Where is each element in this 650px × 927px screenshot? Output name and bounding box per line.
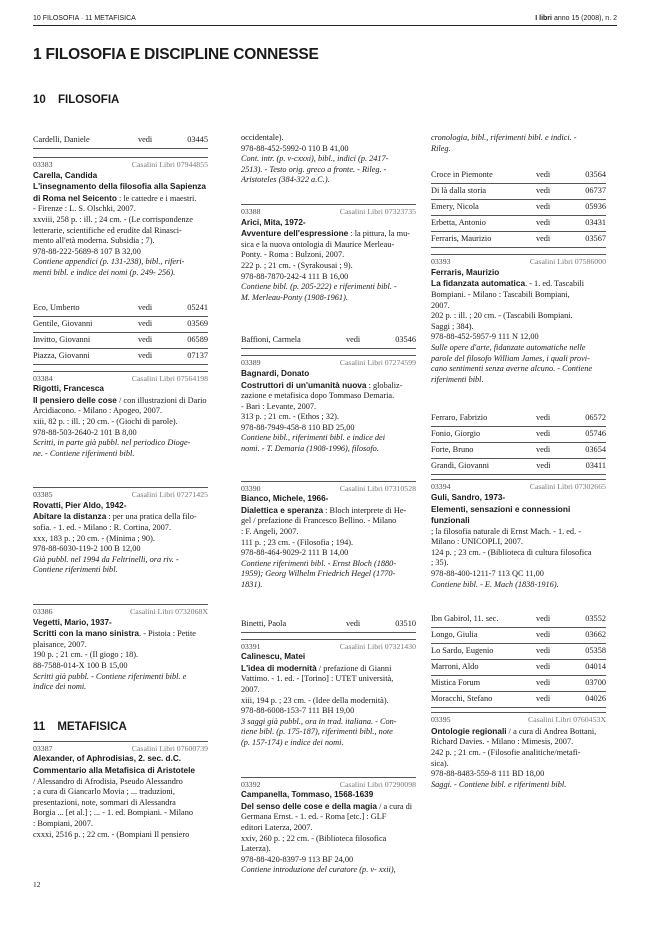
record-line: Saggi ; 384). xyxy=(431,321,474,331)
cross-reference xyxy=(431,168,606,184)
record-number: 03387 xyxy=(33,743,53,753)
section-heading-10: 10 FILOSOFIA xyxy=(33,94,120,106)
record-author: Guli, Sandro, 1973- xyxy=(431,492,506,502)
record-line: 978-88-464-9029-2 111 B 14,00 xyxy=(241,548,349,558)
record-header xyxy=(241,358,416,369)
cross-reference xyxy=(431,644,606,660)
xref-see: vedi xyxy=(535,413,551,423)
note-line: ne. - Contiene riferimenti bibl. xyxy=(33,448,135,458)
xref-name: Invitto, Giovanni xyxy=(33,334,91,344)
xref-code: 06589 xyxy=(187,334,208,344)
xref-code: 06572 xyxy=(585,413,606,423)
record-line: Elementi, sensazioni e connessioni funzionali xyxy=(431,503,571,526)
record-line: 2007. xyxy=(431,300,450,310)
note-line: menti bibl. e indice dei nomi (p. 249- 256). xyxy=(33,267,176,277)
xref-code: 03662 xyxy=(585,630,606,640)
cross-reference xyxy=(33,349,208,365)
xref-see: vedi xyxy=(535,170,551,180)
note-line: Contiene introduzione del curatore (p. v- xxii), xyxy=(241,865,396,875)
note-line: 1959); Georg Wilhelm Friedrich Hegel (1770- xyxy=(241,569,396,579)
record-line: xiii, 82 p. : ill. ; 20 cm. - (Giochi di parole). xyxy=(33,416,178,426)
record-line: ; 35). xyxy=(431,558,449,568)
record-line: mento all'età moderna. Subsidia ; 7). xyxy=(33,236,155,246)
cross-reference xyxy=(431,411,606,427)
bibliographic-record xyxy=(241,204,416,303)
record-line: Ponty. - Roma : Bulzoni, 2007. xyxy=(241,250,345,260)
xref-name: Croce in Piemonte xyxy=(431,170,493,180)
note-line: Contiene riferimenti bibl. xyxy=(33,565,118,575)
publisher-ref: Casalini Libri 07310528 xyxy=(339,483,416,493)
note-line: parole del filosofo William James, i quali provi- xyxy=(431,353,590,363)
note-line: 1831). xyxy=(241,580,263,589)
journal-issue: anno 15 (2008), n. 2 xyxy=(553,15,617,22)
record-line: Vattimo. - 1. ed. - [Torino] : UTET università, xyxy=(241,674,394,684)
record-author: Campanella, Tommaso, 1568-1639 xyxy=(241,790,374,800)
record-author: Bagnardi, Donato xyxy=(241,368,310,378)
record-line: Laterza). xyxy=(241,844,271,854)
record-number: 03394 xyxy=(431,482,451,492)
record-line: Del senso delle cose e della magia / a cura di xyxy=(241,800,413,811)
record-author: Rovatti, Pier Aldo, 1942- xyxy=(33,500,127,510)
note-line: riferimenti bibl. xyxy=(431,374,484,384)
publisher-ref: Casalini Libri 07302665 xyxy=(529,482,606,492)
xref-see: vedi xyxy=(345,335,361,345)
record-header xyxy=(241,780,416,791)
record-title-line xyxy=(431,726,606,738)
record-line: 978-88-420-8397-9 113 BF 24,00 xyxy=(241,854,354,864)
note-line: Aristoteles (384-322 a.C.). xyxy=(241,175,330,185)
record-line: Avventure dell'espressione : la pittura, la mu- xyxy=(241,228,411,239)
record-line: 978-88-7870-242-4 111 B 16,00 xyxy=(241,271,349,281)
record-line: sica). xyxy=(431,758,449,768)
xref-code: 05936 xyxy=(585,202,606,212)
cross-reference xyxy=(431,443,606,459)
record-header xyxy=(241,207,416,218)
record-line: La fidanzata automatica. - 1. ed. Tascabili xyxy=(431,278,585,289)
record-line: 978-88-6008-153-7 111 BH 19,00 xyxy=(241,706,355,716)
xref-code: 03564 xyxy=(585,170,606,180)
record-line: presentazioni, note, sommari di Alessandra xyxy=(33,797,176,807)
record-number: 03388 xyxy=(241,206,261,216)
note-line: M. Merleau-Ponty (1908-1961). xyxy=(241,292,348,302)
column-2 xyxy=(241,133,416,876)
publisher-ref: Casalini Libri 07271425 xyxy=(131,490,208,500)
record-header xyxy=(33,374,208,385)
record-title-rest: / a cura di Andrea Bottani, xyxy=(506,726,597,736)
record-line: L'insegnamento della filosofia alla Sapienza xyxy=(33,181,207,192)
record-line: Germana Ernst. - 1. ed. - Roma [etc.] : GLF xyxy=(241,812,387,822)
record-line: Il pensiero delle cose / con illustrazioni di Dario xyxy=(33,394,207,405)
note-line: (p. 157-174) e indice dei nomi. xyxy=(241,737,344,747)
bibliographic-record xyxy=(33,371,208,460)
record-header xyxy=(33,744,208,755)
xref-name: Moracchi, Stefano xyxy=(431,694,493,704)
bibliographic-record xyxy=(241,481,416,591)
record-number: 03383 xyxy=(33,160,53,169)
xref-code: 03546 xyxy=(395,335,416,345)
record-line: letterarie, scientifiche ed erudite dal Rinasci- xyxy=(33,225,182,235)
cross-reference xyxy=(431,628,606,644)
record-line: zazione e metafisica dopo Tommaso Demaria. xyxy=(241,391,395,401)
record-header xyxy=(33,607,208,618)
note-line: Cont. intr. (p. v-cxxxi), bibl., indici (p. 2417- xyxy=(241,154,389,164)
record-line: 111 p. ; 23 cm. - (Filosofia ; 194). xyxy=(241,537,354,547)
note-line: Saggi. - Contiene bibl. e riferimenti bibl. xyxy=(431,779,567,789)
xref-name: Marroni, Aldo xyxy=(431,662,479,672)
publisher-ref: Casalini Libri 07586000 xyxy=(529,257,606,267)
xref-code: 03569 xyxy=(187,318,208,328)
record-line: Abitare la distanza : per una pratica della filo- xyxy=(33,511,197,522)
record-header xyxy=(241,642,416,653)
record-author: Alexander, of Aphrodisias, 2. sec. d.C. xyxy=(33,754,182,764)
publisher-ref: Casalini Libri 0760453X xyxy=(528,715,606,725)
xref-name: Eco, Umberto xyxy=(33,302,80,312)
xref-see: vedi xyxy=(536,461,551,471)
publisher-ref: Casalini Libri 07321430 xyxy=(339,641,416,651)
record-number: 03392 xyxy=(241,779,261,789)
record-header xyxy=(241,484,416,495)
xref-name: Grandi, Giovanni xyxy=(431,461,490,471)
cross-reference xyxy=(431,692,606,708)
cross-reference xyxy=(431,459,606,475)
record-line: 978-88-222-5689-8 107 B 32,00 xyxy=(33,246,141,256)
record-line: Richard Davies. - Milano : Mimesis, 2007. xyxy=(431,737,574,747)
bibliographic-record xyxy=(431,254,606,385)
xref-code: 05746 xyxy=(585,429,606,439)
cross-reference xyxy=(431,200,606,216)
record-number: 03390 xyxy=(241,483,261,493)
column-3 xyxy=(431,133,606,790)
record-line: Dialettica e speranza : Bloch interprete di He- xyxy=(241,504,407,515)
xref-code: 03567 xyxy=(585,234,606,244)
record-line: 978-88-452-5992-0 110 B 41,00 xyxy=(241,143,349,153)
record-line: 88-7588-014-X 100 B 15,00 xyxy=(33,661,128,670)
xref-name: Lo Sardo, Eugenio xyxy=(431,646,494,656)
bibliographic-record xyxy=(33,487,208,576)
record-line: 190 p. ; 21 cm. - (Il giogo ; 18). xyxy=(33,650,139,660)
note-line: Contiene riferimenti bibl. - Ernst Bloch (1880- xyxy=(241,558,397,568)
record-header xyxy=(33,160,208,171)
cross-reference xyxy=(431,612,606,628)
record-line: 242 p. ; 21 cm. - (Filosofie analitiche/metafi- xyxy=(431,748,581,758)
record-author: Vegetti, Mario, 1937- xyxy=(33,617,112,627)
xref-see: vedi xyxy=(137,350,153,360)
record-line: : Bompiani, 2007. xyxy=(33,818,93,828)
record-line: 978-88-7949-458-8 110 BD 25,00 xyxy=(241,422,355,432)
header-rule xyxy=(33,25,617,26)
bibliographic-record xyxy=(241,639,416,749)
xref-code: 03510 xyxy=(395,618,416,628)
record-line: 978-88-452-5957-9 111 N 12,00 xyxy=(431,332,539,342)
cross-reference xyxy=(33,317,208,333)
xref-name: Erbetta, Antonio xyxy=(431,218,486,228)
cross-reference xyxy=(431,184,606,200)
cross-reference xyxy=(431,427,606,443)
bibliographic-record xyxy=(241,355,416,454)
xref-name: Gentile, Giovanni xyxy=(33,318,93,328)
xref-see: vedi xyxy=(137,334,153,344)
record-header xyxy=(33,490,208,501)
cross-reference xyxy=(241,617,416,633)
bibliographic-record xyxy=(33,741,208,840)
note-line: Contiene bibl. (p. 205-222) e riferimenti bibl. - xyxy=(241,282,397,292)
record-header xyxy=(431,715,606,726)
continued-record xyxy=(241,133,416,186)
xref-code: 04014 xyxy=(585,662,606,672)
bibliographic-record xyxy=(33,604,208,693)
xref-name: Longo, Giulia xyxy=(431,630,478,640)
note-line: 2513). - Testo orig. greco a fronte. - Rileg. - xyxy=(241,164,387,174)
xref-code: 04026 xyxy=(585,694,606,704)
xref-name: Ibn Gabirol, 11. sec. xyxy=(431,614,499,624)
publisher-ref: Casalini Libri 07290098 xyxy=(339,779,416,789)
record-line: xxiv, 260 p. ; 22 cm. - (Biblioteca filosofica xyxy=(241,833,387,843)
record-line: occidentale). xyxy=(241,133,284,142)
record-author: Arici, Mita, 1972- xyxy=(241,217,306,227)
record-line: gel / prefazione di Francesco Bellino. - Milano xyxy=(241,516,397,526)
section-heading-11: 11 METAFISICA xyxy=(33,721,127,733)
record-number: 03393 xyxy=(431,257,451,267)
xref-name: Di là dalla storia xyxy=(431,186,487,196)
xref-name: Baffioni, Carmela xyxy=(241,335,301,345)
bibliographic-record xyxy=(431,479,606,590)
record-line: Scritti con la mano sinistra. - Pistoia : Petite xyxy=(33,628,196,639)
record-line: xxviii, 258 p. : ill. ; 24 cm. - (Le corrispondenze xyxy=(33,214,193,224)
record-line: ; a cura di Giancarlo Movia ; ... traduzioni, xyxy=(33,787,175,797)
xref-see: vedi xyxy=(535,234,551,244)
publisher-ref: Casalini Libri 0732068X xyxy=(130,607,208,617)
continued-record xyxy=(431,133,606,154)
record-number: 03385 xyxy=(33,490,53,500)
record-line: Milano : UNICOPLI, 2007. xyxy=(431,537,523,547)
note-line: cano sentimenti senza averne alcuno. - Contiene xyxy=(431,364,593,374)
record-number: 03395 xyxy=(431,715,451,725)
xref-name: Ferraro, Fabrizio xyxy=(431,413,488,423)
record-author: Calinescu, Matei xyxy=(241,652,306,662)
note-line: Scritti già pubbl. - Contiene riferimenti bibl. e xyxy=(33,671,187,681)
cross-reference xyxy=(431,660,606,676)
bibliographic-record xyxy=(241,777,416,876)
record-author: Bianco, Michele, 1966- xyxy=(241,494,329,504)
running-head-right xyxy=(535,14,617,25)
xref-name: Fonio, Giorgio xyxy=(431,429,481,439)
bibliographic-record xyxy=(431,712,606,790)
record-line: 124 p. ; 23 cm. - (Biblioteca di cultura filosofica xyxy=(431,547,592,557)
publisher-ref: Casalini Libri 07323735 xyxy=(339,206,416,216)
cross-reference xyxy=(431,676,606,692)
journal-name: I libri xyxy=(535,15,552,22)
page-title: 1 FILOSOFIA E DISCIPLINE CONNESSE xyxy=(33,46,319,63)
record-line: 2007. xyxy=(241,684,260,694)
xref-see: vedi xyxy=(137,135,153,144)
record-header xyxy=(431,257,606,268)
note-line: Rileg. xyxy=(431,143,451,153)
record-number: 03389 xyxy=(241,358,261,368)
record-line: di Roma nel Seicento : le cattedre e i maestri. xyxy=(33,192,197,203)
cross-reference xyxy=(431,216,606,232)
note-line: Contiene appendici (p. 131-238), bibl., riferi- xyxy=(33,257,185,267)
publisher-ref: Casalini Libri 07944855 xyxy=(131,160,208,169)
record-line: sica e la nuova ontologia di Maurice Merleau- xyxy=(241,239,395,249)
record-line: 978-88-6030-119-2 100 B 12,00 xyxy=(33,544,141,554)
xref-see: vedi xyxy=(535,429,551,439)
xref-see: vedi xyxy=(535,662,551,672)
record-line: 313 p. ; 21 cm. - (Ethos ; 32). xyxy=(241,412,339,422)
xref-see: vedi xyxy=(535,614,551,624)
xref-see: vedi xyxy=(535,445,551,455)
record-line: Arcidiacono. - Milano : Apogeo, 2007. xyxy=(33,406,163,416)
record-line: Borgia ... [et al.] ; ... - 1. ed. Bompiani. - Milano xyxy=(33,808,193,818)
record-header xyxy=(431,482,606,493)
note-line: nomi. - T. Demaria (1908-1996), filosofo. xyxy=(241,444,379,454)
xref-code: 03654 xyxy=(585,445,606,455)
page-number: 12 xyxy=(33,880,41,889)
cross-reference xyxy=(33,301,208,317)
record-line: - Bari : Levante, 2007. xyxy=(241,401,317,411)
publisher-ref: Casalini Libri 07274599 xyxy=(339,358,416,368)
xref-code: 05358 xyxy=(585,646,606,656)
record-line: Commentario alla Metafisica di Aristotele xyxy=(33,764,195,775)
record-number: 03391 xyxy=(241,641,261,651)
xref-name: Mistica Forum xyxy=(431,678,481,688)
note-line: Scritti, in parte già pubbl. nel periodico Dioge- xyxy=(33,438,191,448)
record-line: 202 p. : ill. ; 20 cm. - (Tascabili Bompiani. xyxy=(431,311,573,321)
record-line: : F. Angeli, 2007. xyxy=(241,527,299,537)
record-line: cxxxi, 2516 p. ; 22 cm. - (Bompiani Il pensiero xyxy=(33,829,190,839)
xref-see: vedi xyxy=(535,694,551,704)
xref-see: vedi xyxy=(535,646,551,656)
xref-see: vedi xyxy=(535,186,551,196)
record-line: 978-88-8483-559-8 111 BD 18,00 xyxy=(431,769,545,779)
record-line: Bompiani. - Milano : Tascabili Bompiani, xyxy=(431,289,570,299)
record-author: Carella, Candida xyxy=(33,170,98,180)
xref-see: vedi xyxy=(137,302,153,312)
record-line: 978-88-400-1211-7 113 QC 11,00 xyxy=(431,569,544,579)
note-line: tiene bibl. (p. 175-187), riferimenti bibl., note xyxy=(241,727,393,737)
record-line: ; la filosofia naturale di Ernst Mach. - 1. ed. - xyxy=(431,526,581,536)
note-line: Contiene bibl., riferimenti bibl. e indice dei xyxy=(241,433,386,443)
xref-see: vedi xyxy=(535,678,551,688)
note-line: Già pubbl. nel 1994 da Feltrinelli, ora riv. - xyxy=(33,554,179,564)
record-line: xiii, 194 p. ; 23 cm. - (Idee della modernità). xyxy=(241,695,389,705)
column-1 xyxy=(33,133,208,840)
xref-code: 05241 xyxy=(187,302,208,312)
xref-code: 03700 xyxy=(585,678,606,688)
record-line: / Alessandro di Afrodisia, Pseudo Alessandro xyxy=(33,776,183,786)
cross-reference xyxy=(431,232,606,248)
xref-name: Binetti, Paola xyxy=(241,618,287,628)
record-author: Rigotti, Francesca xyxy=(33,384,104,394)
xref-name: Emery, Nicola xyxy=(431,202,479,212)
note-line: Sulle opere d'arte, fidanzate automatiche nelle xyxy=(431,342,586,352)
xref-see: vedi xyxy=(137,318,153,328)
note-line: cronologia, bibl., riferimenti bibl. e indici. - xyxy=(431,133,577,142)
xref-name: Forte, Bruno xyxy=(431,445,474,455)
xref-code: 03445 xyxy=(187,135,208,144)
running-head-left: 10 FILOSOFIA · 11 METAFISICA xyxy=(33,15,136,22)
cross-reference xyxy=(33,333,208,349)
record-line: xxx, 183 p. ; 20 cm. - (Minima ; 90). xyxy=(33,533,155,543)
record-title: Ontologie regionali xyxy=(431,725,507,736)
note-line: indice dei nomi. xyxy=(33,682,87,692)
cross-reference xyxy=(241,333,416,349)
xref-code: 06737 xyxy=(585,186,606,196)
publisher-ref: Casalini Libri 07600739 xyxy=(131,743,208,753)
record-line: Costruttori di un'umanità nuova : globaliz- xyxy=(241,379,403,390)
record-number: 03384 xyxy=(33,373,53,383)
record-line: L'idea di modernità / prefazione di Gianni xyxy=(241,662,392,673)
xref-code: 03552 xyxy=(585,614,606,624)
record-line: 978-88-503-2640-2 101 B 8,00 xyxy=(33,427,137,437)
xref-name: Cardelli, Daniele xyxy=(33,135,90,144)
xref-name: Ferraris, Maurizio xyxy=(431,234,492,244)
record-line: plaisance, 2007. xyxy=(33,639,87,649)
record-author: Ferraris, Maurizio xyxy=(431,267,500,277)
cross-reference xyxy=(33,133,208,149)
xref-name: Piazza, Giovanni xyxy=(33,350,90,360)
record-line: 222 p. ; 21 cm. - (Syrakousai ; 9). xyxy=(241,260,353,270)
xref-see: vedi xyxy=(345,618,361,628)
xref-code: 03411 xyxy=(585,461,606,471)
note-line: Contiene bibl. - E. Mach (1838-1916). xyxy=(431,579,559,589)
xref-code: 03431 xyxy=(585,218,606,228)
xref-see: vedi xyxy=(535,218,551,228)
xref-code: 07137 xyxy=(187,350,208,360)
xref-see: vedi xyxy=(535,630,551,640)
record-line: editori Laterza, 2007. xyxy=(241,822,313,832)
note-line: 3 saggi già pubbl., ora in trad. italiana. - Con- xyxy=(241,716,397,726)
record-number: 03386 xyxy=(33,607,53,617)
bibliographic-record xyxy=(33,157,208,279)
xref-see: vedi xyxy=(535,202,551,212)
record-line: - Firenze : L. S. Olschki, 2007. xyxy=(33,204,136,214)
publisher-ref: Casalini Libri 07564198 xyxy=(131,373,208,383)
record-line: sofia. - 1. ed. - Milano : R. Cortina, 2007. xyxy=(33,523,172,533)
